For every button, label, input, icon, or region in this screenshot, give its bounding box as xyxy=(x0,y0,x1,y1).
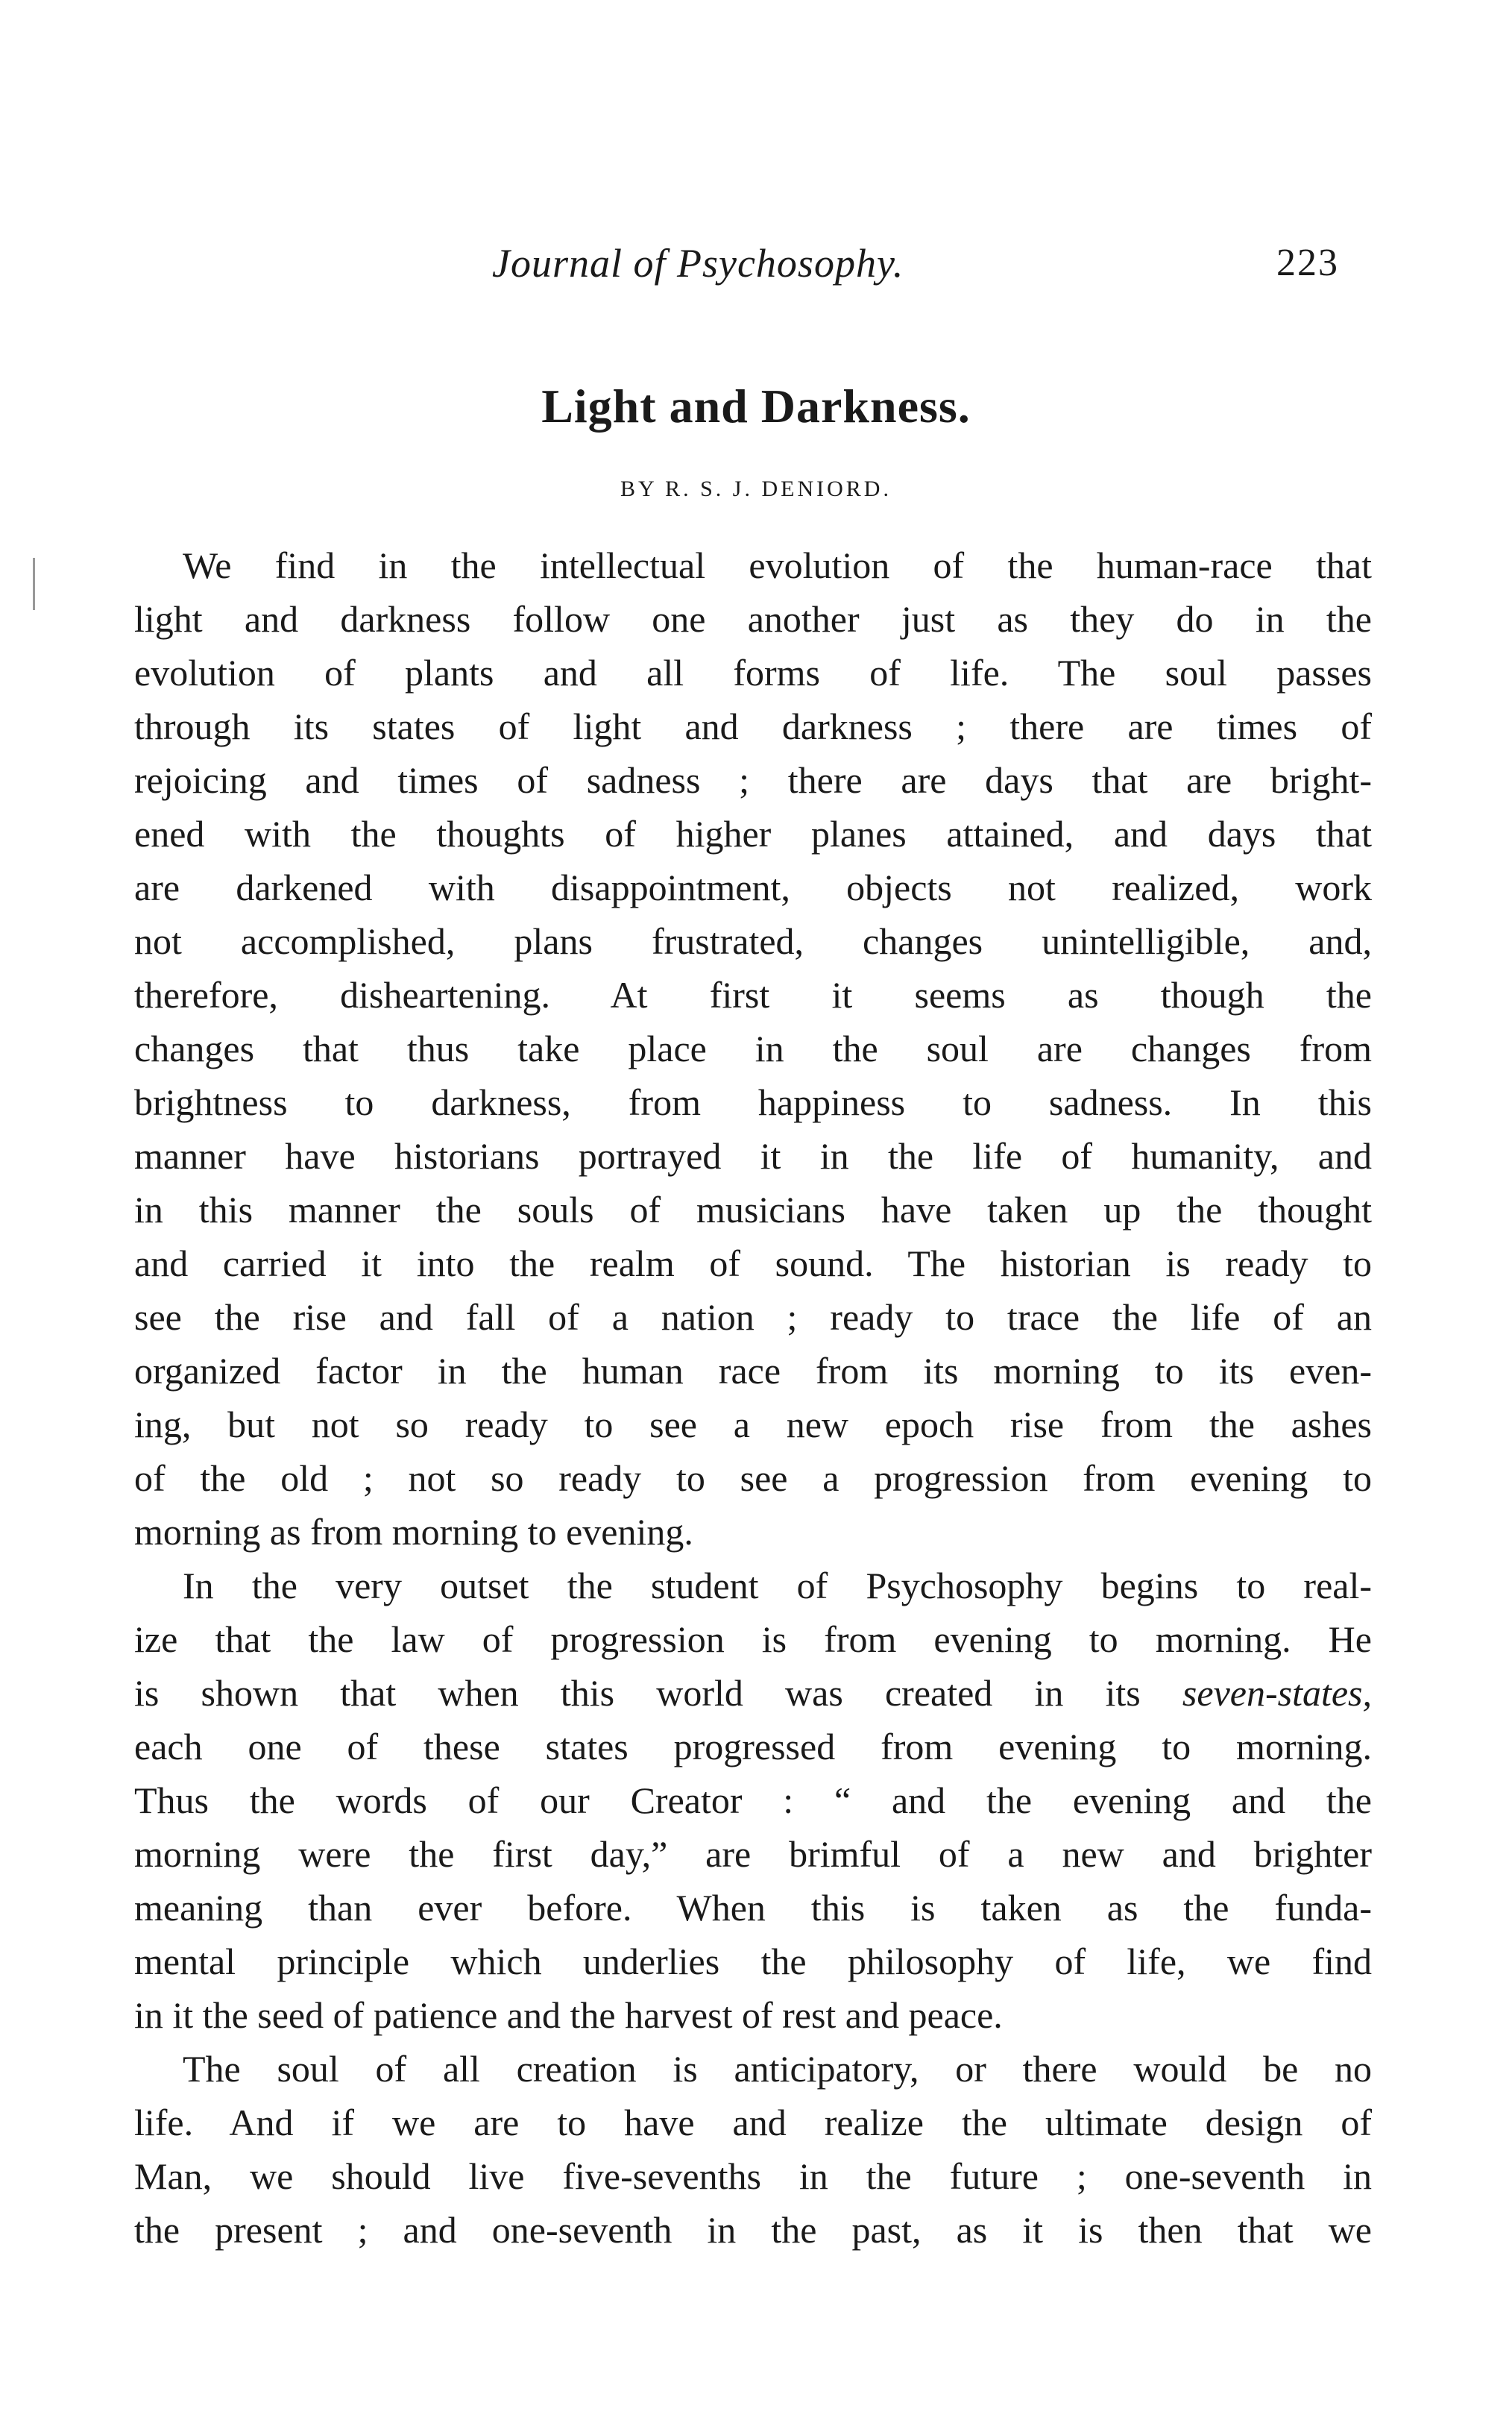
text-line: see the rise and fall of a nation ; ready to trace the life of an xyxy=(134,1296,1372,1338)
paragraph-3 xyxy=(134,2042,1372,2257)
text-line: ened with the thoughts of higher planes attained, and days that xyxy=(134,813,1372,855)
text-line: the present ; and one-seventh in the past, as it is then that we xyxy=(134,2209,1372,2251)
text-line: rejoicing and times of sadness ; there are days that are bright- xyxy=(134,759,1372,801)
text-line: not accomplished, plans frustrated, changes unintelligible, and, xyxy=(134,920,1372,962)
text-line: Man, we should live five-sevenths in the future ; one-seventh in xyxy=(134,2155,1372,2197)
text-line: We find in the intellectual evolution of the human-race that xyxy=(183,544,1372,586)
article-title: Light and Darkness. xyxy=(541,380,971,433)
text-line: are darkened with disappointment, objects not realized, work xyxy=(134,867,1372,908)
text-line: mental principle which underlies the philosophy of life, we find xyxy=(134,1940,1372,1982)
text-line: morning were the first day,” are brimful of a new and brighter xyxy=(134,1833,1372,1875)
text-line: light and darkness follow one another just as they do in the xyxy=(134,598,1372,640)
italic-term: seven-states, xyxy=(1182,1672,1372,1714)
text-line: brightness to darkness, from happiness to sadness. In this xyxy=(134,1081,1372,1123)
margin-mark xyxy=(33,558,35,610)
text-line: morning as from morning to evening. xyxy=(134,1511,693,1553)
article-body xyxy=(134,538,1372,2257)
text-line: ize that the law of progression is from evening to morning. He xyxy=(134,1618,1372,1660)
text-line: life. And if we are to have and realize the ultimate design of xyxy=(134,2102,1372,2143)
text-line: The soul of all creation is anticipatory, or there would be no xyxy=(183,2048,1372,2090)
text-line: of the old ; not so ready to see a progression from evening to xyxy=(134,1457,1372,1499)
text-line: changes that thus take place in the soul are changes from xyxy=(134,1028,1372,1069)
paragraph-2 xyxy=(134,1559,1372,2042)
text-line: in this manner the souls of musicians have taken up the thought xyxy=(134,1189,1372,1231)
text-line: evolution of plants and all forms of life. The soul passes xyxy=(134,652,1372,694)
text-line: and carried it into the realm of sound. The historian is ready to xyxy=(134,1242,1372,1284)
text-line: through its states of light and darkness ; there are times of xyxy=(134,705,1372,747)
paragraph-1 xyxy=(134,538,1372,1559)
byline: BY R. S. J. DENIORD. xyxy=(620,477,892,501)
text-line: organized factor in the human race from its morning to its even- xyxy=(134,1350,1372,1392)
text-line-with-italic xyxy=(134,1666,1372,1720)
text-line: ing, but not so ready to see a new epoch rise from the ashes xyxy=(134,1404,1372,1445)
journal-title: Journal of Psychosophy. xyxy=(492,241,904,286)
text-segment: is shown that when this world was created in its xyxy=(134,1672,1141,1714)
text-line: each one of these states progressed from evening to morning. xyxy=(134,1726,1372,1767)
text-line: Thus the words of our Creator : “ and the evening and the xyxy=(134,1779,1372,1821)
text-line: In the very outset the student of Psychosophy begins to real- xyxy=(183,1565,1372,1606)
running-head xyxy=(0,237,1512,289)
text-line: therefore, disheartening. At first it seems as though the xyxy=(134,974,1372,1016)
text-line: in it the seed of patience and the harvest of rest and peace. xyxy=(134,1994,1003,2036)
text-line: meaning than ever before. When this is taken as the funda- xyxy=(134,1887,1372,1929)
page-number: 223 xyxy=(1276,242,1339,284)
text-line: manner have historians portrayed it in the life of humanity, and xyxy=(134,1135,1372,1177)
